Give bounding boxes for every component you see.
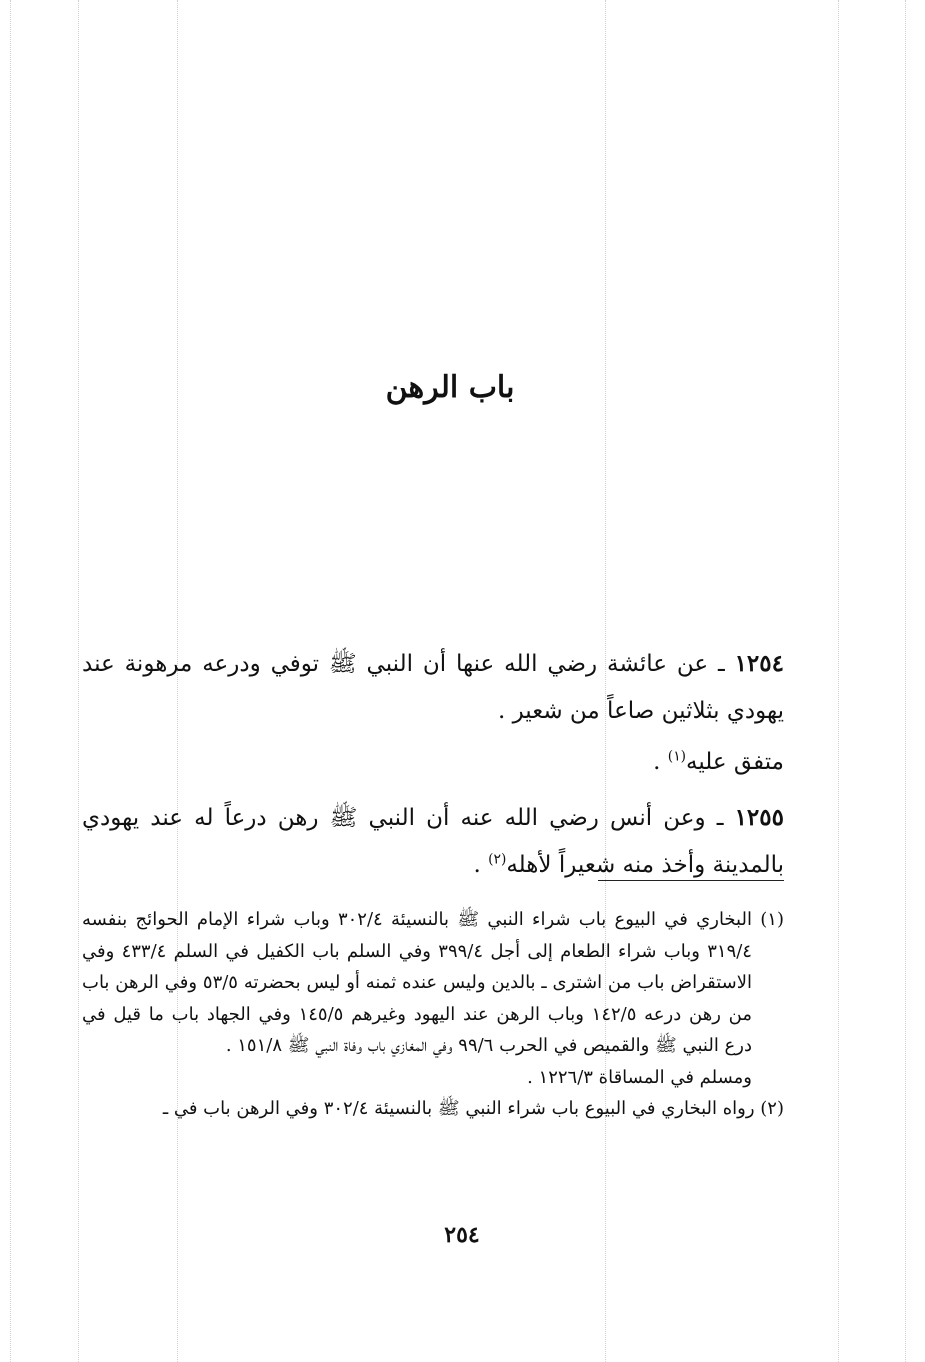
hadith-number: ١٢٥٥: [734, 804, 784, 831]
footnote-1: (١) البخاري في البيوع باب شراء النبي ﷺ بالنسيئة ٣٠٢/٤ وباب شراء الإمام الحوائج بنفسه ٣١٩/٤ وباب شراء الطعام إلى أجل ٣٩٩/٤ وفي السلم باب الكفيل في السلم ٤٣٣/٤ وفي الاستقراض باب من اشترى ـ بالدين وليس عنده ثمنه أو ليس بحضرته ٥٣/٥ وفي الرهن باب من رهن درعه ١٤٢/٥ وباب الرهن عند اليهود وغيرهم ١٤٥/٥ وفي الجهاد باب ما قيل في درع النبي ﷺ والقميص في الحرب ٩٩/٦ وفي المغازي باب وفاة النبي ﷺ ١٥١/٨ .: [82, 909, 784, 1056]
attribution-end: .: [653, 749, 668, 775]
main-text: [82, 640, 784, 889]
hadith-text: ـ وعن أنس رضي الله عنه أن النبي ﷺ رهن درعاً له عند يهودي بالمدينة وأخذ منه شعيراً لأهله: [82, 805, 784, 878]
footnote-ref[interactable]: (١): [667, 748, 686, 765]
page-number: ٢٥٤: [444, 1222, 480, 1248]
hadith-text: ـ عن عائشة رضي الله عنها أن النبي ﷺ توفي ودرعه مرهونة عند يهودي بثلاثين صاعاً من شعير .: [82, 651, 784, 724]
hadith-attribution: [82, 739, 784, 786]
chapter-title: باب الرهن: [385, 370, 515, 405]
footnote-ref[interactable]: (٢): [488, 851, 507, 868]
hadith-end: .: [473, 852, 489, 878]
footnote-1-continuation: ومسلم في المساقاة ١٢٢٦/٣ .: [527, 1066, 752, 1088]
attribution-text: متفق عليه: [686, 749, 784, 775]
footnote-2: (٢) رواه البخاري في البيوع باب شراء النبي ﷺ بالنسيئة ٣٠٢/٤ وفي الرهن باب في ـ: [162, 1098, 784, 1119]
hadith-1255: [82, 794, 784, 889]
hadith-number: ١٢٥٤: [734, 650, 784, 677]
scan-guide-line: [10, 0, 11, 1362]
scan-guide-line: [78, 0, 79, 1362]
footnotes: [82, 904, 784, 1125]
footnote-divider: [598, 880, 784, 881]
hadith-1254: [82, 640, 784, 735]
scan-guide-line: [905, 0, 906, 1362]
scan-guide-line: [838, 0, 839, 1362]
